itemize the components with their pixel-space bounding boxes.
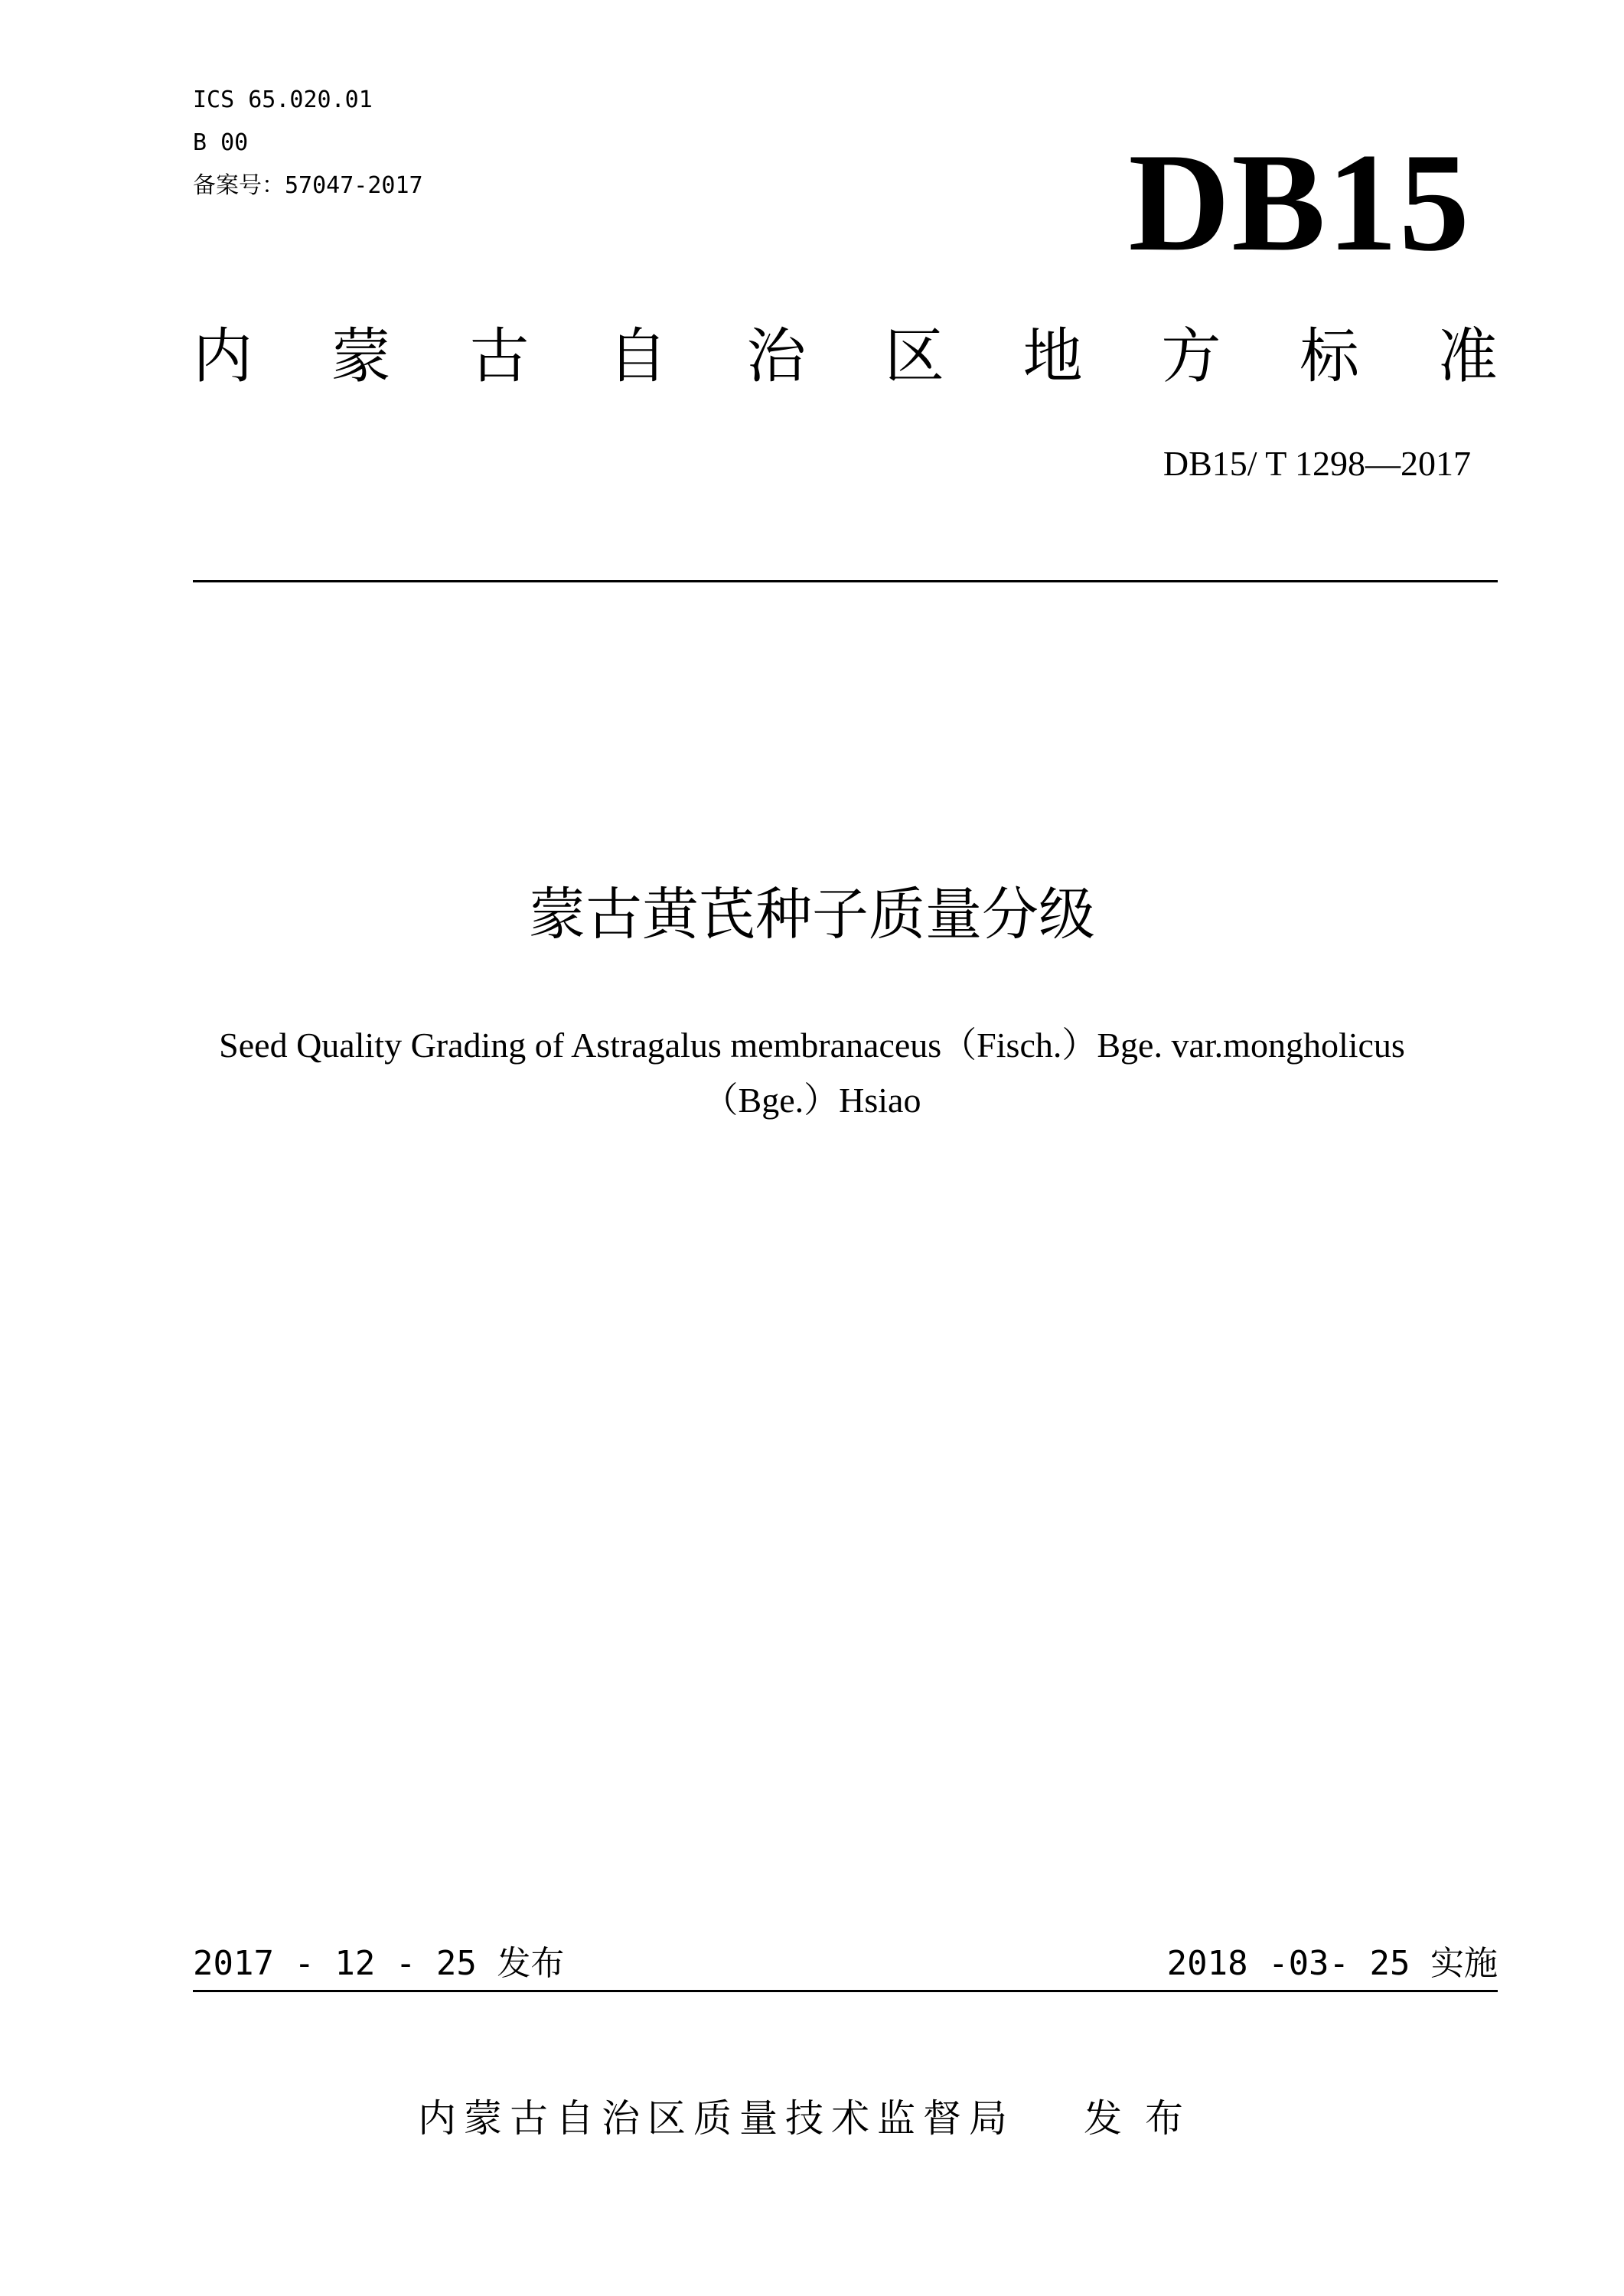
issue-date: 2017 - 12 - 25 发布 [193,1944,565,1983]
issue-label: 发布 [1084,2096,1206,2141]
standard-type-char: 自 [608,322,668,391]
title-english [138,1018,1486,1128]
implementation-date: 2018 -03- 25 实施 [1166,1944,1498,1983]
issuer-line [0,2094,1624,2143]
ics-code: ICS 65.020.01 [193,86,373,113]
standard-type-char: 蒙 [331,322,391,391]
header-divider [193,580,1498,582]
title-english-line-1: Seed Quality Grading of Astragalus membranaceus（Fisch.）Bge. var.mongholicus [219,1026,1405,1065]
title-chinese: 蒙古黄芪种子质量分级 [529,882,1095,947]
standard-type-char: 地 [1022,322,1083,391]
standard-type-char: 治 [746,322,807,391]
issuing-authority: 内蒙古自治区质量技术监督局 [418,2096,1015,2141]
standard-type-char: 古 [469,322,530,391]
standard-type-heading [193,321,1498,392]
dates-divider [193,1990,1498,1992]
filing-number: 备案号：57047-2017 [193,172,423,199]
classification-code: B 00 [193,129,249,156]
standard-type-char: 区 [884,322,944,391]
db-mark: DB15 [1128,124,1471,280]
title-english-line-2: （Bge.）Hsiao [703,1081,921,1120]
standard-type-char: 准 [1437,322,1498,391]
dates-row [193,1942,1498,1985]
standard-type-char: 标 [1300,322,1360,391]
standard-type-char: 内 [193,322,253,391]
standard-type-char: 方 [1161,322,1221,391]
standard-number: DB15/ T 1298—2017 [1163,444,1471,483]
